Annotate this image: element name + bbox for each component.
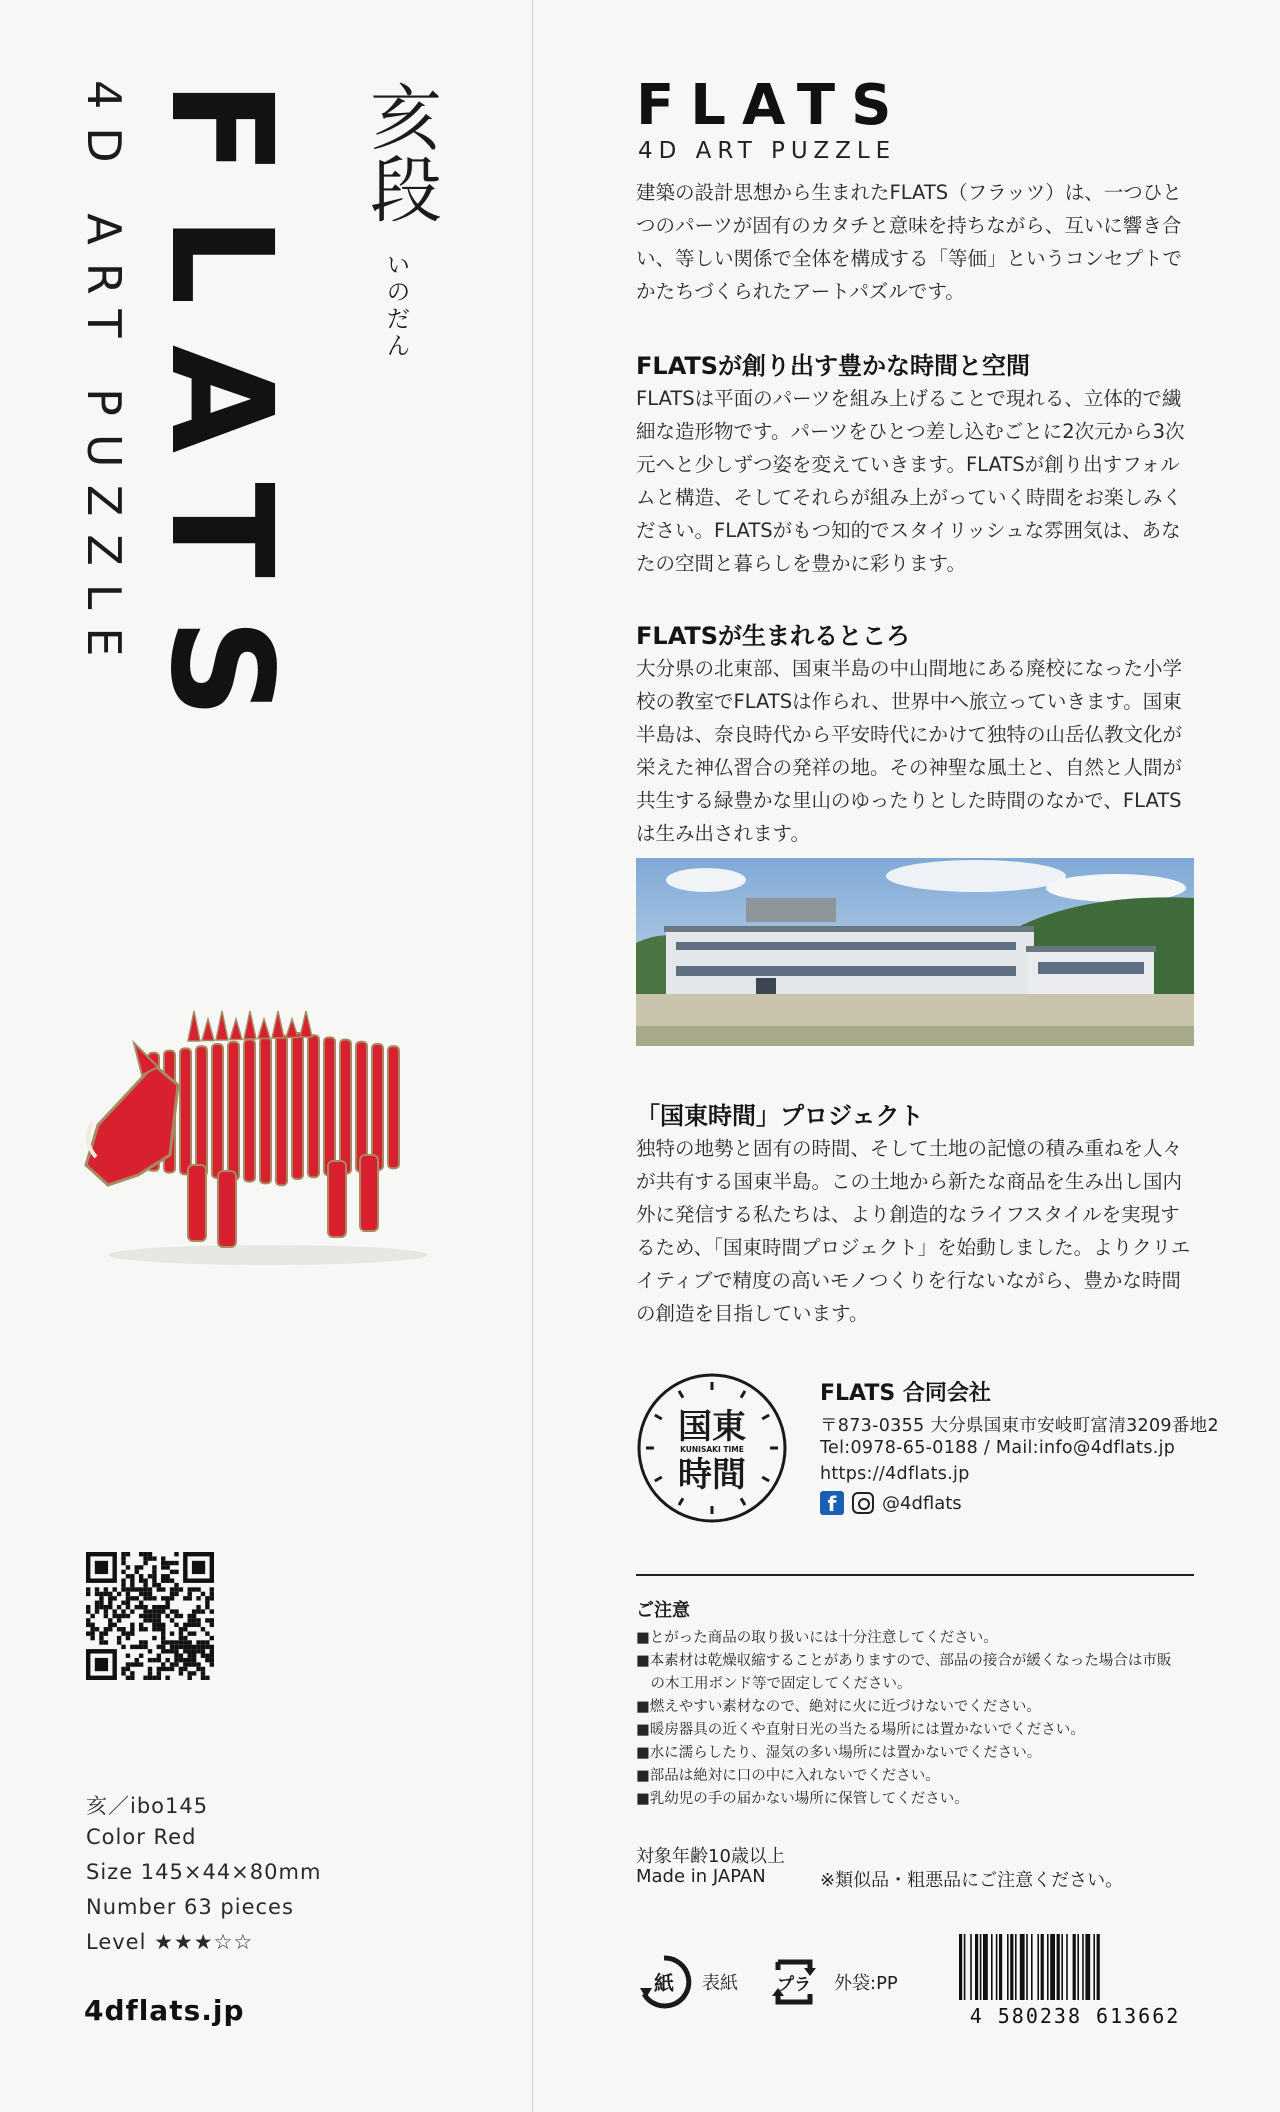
flats-logo: FLATS: [636, 73, 908, 138]
spec-model: 亥／ibo145: [86, 1794, 209, 1818]
section-body-project: 独特の地勢と固有の時間、そして土地の記憶の積み重ねを人々が共有する国東半島。この土地から新たな商品を生み出し国内外に発信する私たちは、より創造的なライフスタイルを実現するため、「国東時間プロジェクト」を始動しました。よりクリエイティブで精度の高いモノつくりを行ないながら、豊かな時間の創造を目指しています。: [636, 1137, 1191, 1325]
svg-text:プラ: プラ: [777, 1975, 811, 1995]
qr-code: [86, 1552, 214, 1680]
product-name-kana: いのだん: [382, 252, 410, 360]
spec-color: Color Red: [86, 1825, 197, 1849]
facebook-icon[interactable]: f: [820, 1491, 844, 1515]
sns-handle: @4dflats: [882, 1492, 962, 1514]
spec-number: Number 63 pieces: [86, 1895, 294, 1919]
caution-item: ■水に濡らしたり、湿気の多い場所には置かないでください。: [636, 1745, 1042, 1761]
caution-rule: [636, 1574, 1194, 1576]
made-in: Made in JAPAN: [636, 1866, 766, 1887]
plastic-recycle-mark: [764, 1954, 898, 2010]
caution-item: ■部品は絶対に口の中に入れないでください。: [636, 1768, 940, 1784]
spec-size: Size 145×44×80mm: [86, 1860, 322, 1884]
seal-middle-text: KUNISAKI TIME: [680, 1445, 744, 1454]
section-heading-project: 「国東時間」プロジェクト: [636, 1102, 924, 1130]
section-body-origin: 大分県の北東部、国東半島の中山間地にある廃校になった小学校の教室でFLATSは作られ、世界中へ旅立っていきます。国東半島は、奈良時代から平安時代にかけて独特の山岳仏教文化が栄えた神仏習合の発祥の地。その神聖な風土と、自然と人間が共生する緑豊かな里山のゆったりとした時間のなかで、FLATSは生み出されます。: [636, 657, 1183, 845]
section-body-time-space: FLATSは平面のパーツを組み上げることで現れる、立体的で繊細な造形物です。パーツをひとつ差し込むごとに2次元から3次元へと少しずつ姿を変えていきます。FLATSが創り出すフォルムと構造、そしてそれらが組み上がっていく時間をお楽しみください。FLATSがもつ知的でスタイリッシュな雰囲気は、あなたの空間と暮らしを豊かに彩ります。: [636, 387, 1185, 575]
caution-title: ご注意: [636, 1600, 690, 1621]
brand-vertical-title: FLATS: [139, 80, 302, 759]
instagram-icon[interactable]: [852, 1492, 874, 1514]
section-heading-time-space: FLATSが創り出す豊かな時間と空間: [636, 352, 1031, 380]
caution-item: ■とがった商品の取り扱いには十分注意してください。: [636, 1630, 998, 1646]
kunisaki-time-clock-logo: [636, 1372, 788, 1524]
caution-item: の木工用ボンド等で固定してください。: [636, 1676, 912, 1692]
brand-vertical-subtitle: 4D ART PUZZLE: [77, 80, 131, 675]
company-address: 〒873-0355 大分県国東市安岐町富清3209番地2: [820, 1416, 1219, 1436]
svg-text:紙: 紙: [654, 1971, 674, 1995]
paper-recycle-icon: [636, 1954, 692, 2010]
paper-recycle-label: 表紙: [702, 1973, 738, 1994]
company-contact: Tel:0978-65-0188 / Mail:info@4dflats.jp: [820, 1438, 1176, 1458]
section-heading-origin: FLATSが生まれるところ: [636, 622, 911, 650]
school-building-photo: [636, 858, 1194, 1046]
sns-row: [820, 1490, 962, 1516]
company-url[interactable]: https://4dflats.jp: [820, 1464, 970, 1484]
caution-item: ■本素材は乾燥収縮することがありますので、部品の接合が緩くなった場合は市販: [636, 1653, 1172, 1669]
barcode: [955, 1934, 1195, 2026]
plastic-recycle-label: 外袋:PP: [834, 1973, 898, 1994]
plastic-recycle-icon: [764, 1954, 824, 2010]
caution-item: ■暖房器具の近くや直射日光の当たる場所には置かないでください。: [636, 1722, 1085, 1738]
company-name: FLATS 合同会社: [820, 1381, 991, 1406]
caution-item: ■乳幼児の手の届かない場所に保管してください。: [636, 1791, 969, 1807]
caution-item: ■燃えやすい素材なので、絶対に火に近づけないでください。: [636, 1699, 1041, 1715]
seal-bottom-text: 時間: [678, 1455, 746, 1495]
intro-paragraph: 建築の設計思想から生まれたFLATS（フラッツ）は、一つひとつのパーツが固有のカタチと意味を持ちながら、互いに響き合い、等しい関係で全体を構成する「等価」というコンセプトでかたちづくられたアートパズルです。: [636, 181, 1183, 303]
site-url: 4dflats.jp: [84, 1994, 245, 2027]
seal-top-text: 国東: [678, 1407, 746, 1447]
flats-logo-subtitle: 4D ART PUZZLE: [638, 138, 897, 164]
age-notice: 対象年齢10歳以上: [636, 1846, 785, 1867]
barcode-number: 4 580238 613662: [969, 2004, 1181, 2026]
spec-level: Level ★★★☆☆: [86, 1930, 254, 1954]
boar-puzzle-image: [78, 975, 458, 1275]
product-name-kanji: 亥段: [358, 80, 442, 224]
counterfeit-notice: ※類似品・粗悪品にご注意ください。: [820, 1870, 1124, 1891]
paper-recycle-mark: [636, 1954, 738, 2010]
